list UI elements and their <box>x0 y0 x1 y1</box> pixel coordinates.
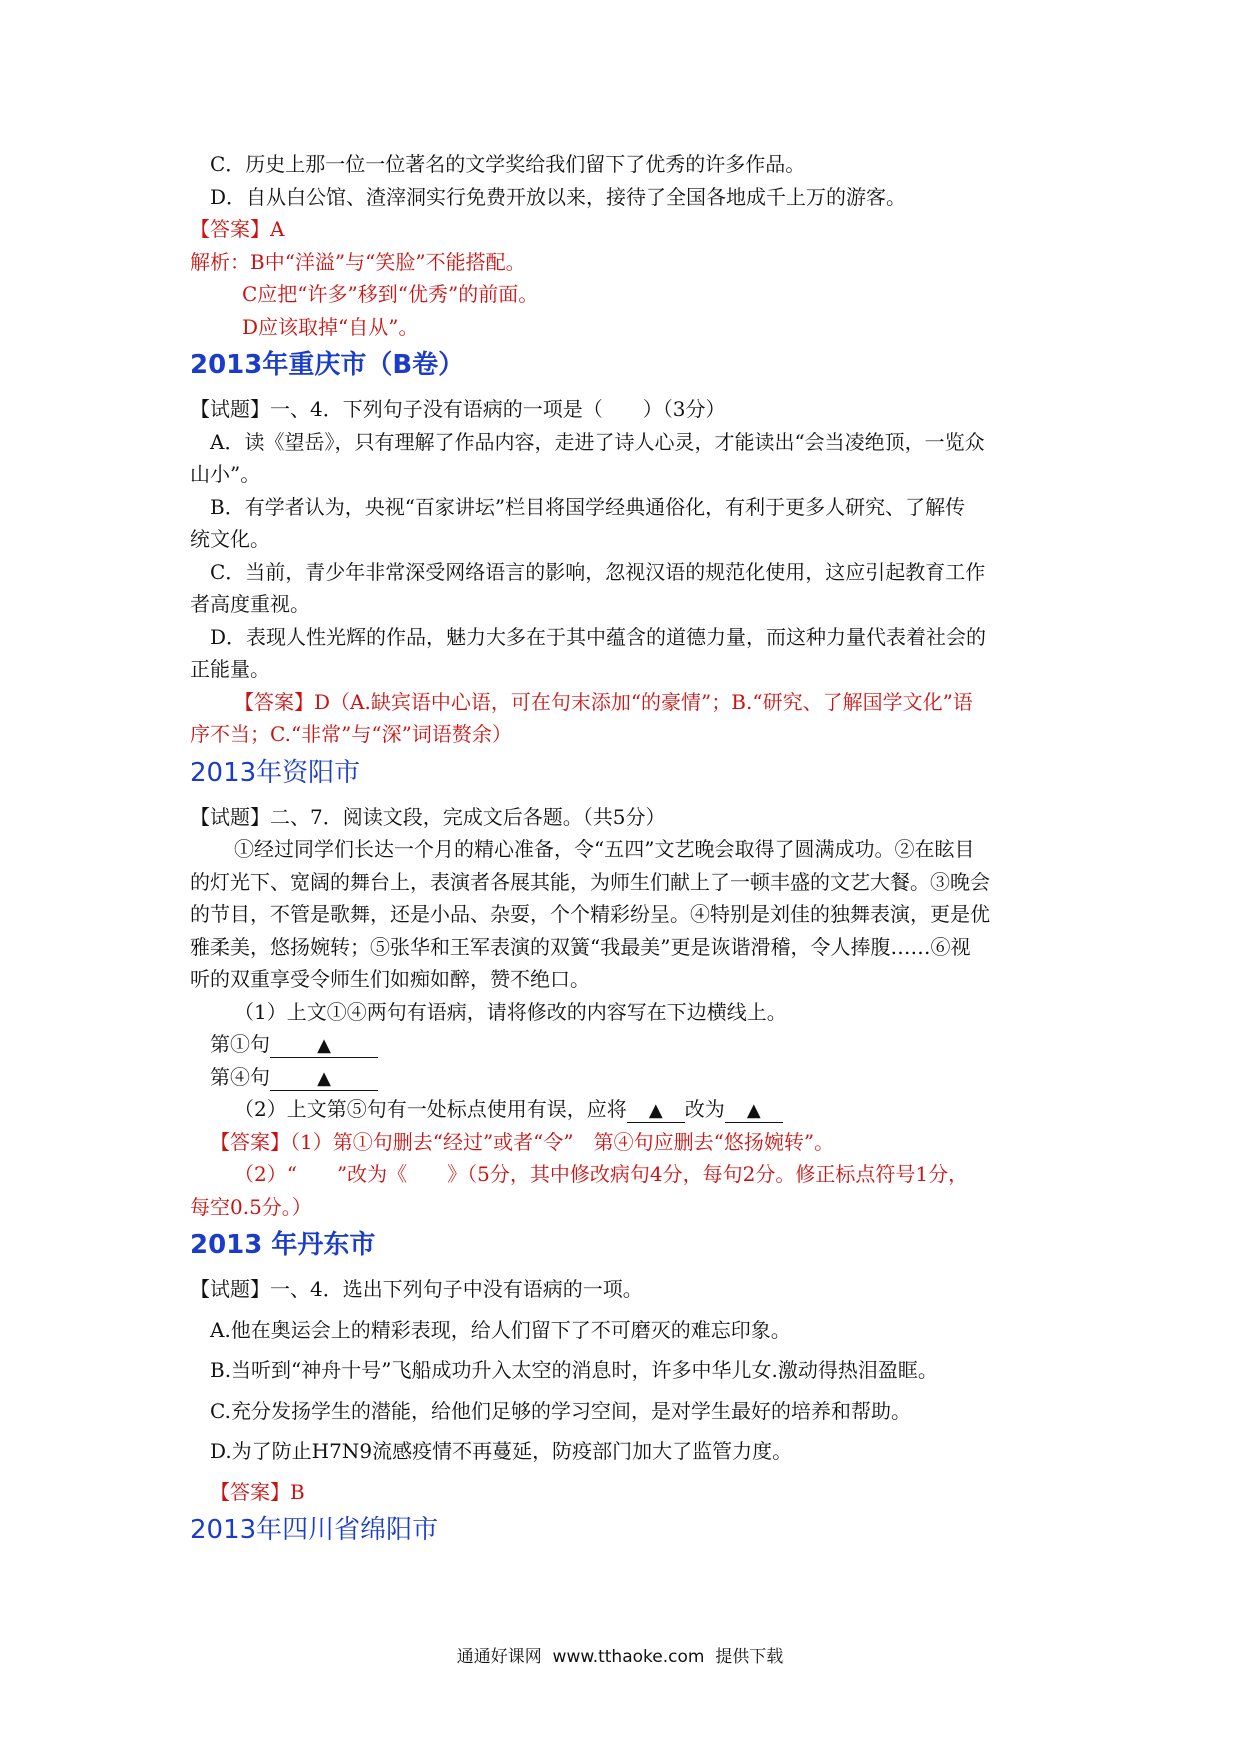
option-c: C．历史上那一位一位著名的文学奖给我们留下了优秀的许多作品。 <box>210 152 806 176</box>
section-heading-dandong: 2013 年丹东市 <box>190 1230 376 1260</box>
triangle-icon: ▲ <box>648 1100 663 1121</box>
option-a: A.他在奥运会上的精彩表现，给人们留下了不可磨灭的难忘印象。 <box>210 1317 791 1342</box>
answer-line-label: 第①句 <box>210 1032 270 1056</box>
analysis-line: D应该取掉“自从”。 <box>242 314 419 339</box>
answer-cont: 每空0.5分。） <box>190 1194 312 1219</box>
passage-line: 的灯光下、宽阔的舞台上，表演者各展其能，为师生们献上了一顿丰盛的文艺大餐。③晚会 <box>190 869 990 894</box>
sub-question-2-text: （2）上文第⑤句有一处标点使用有误，应将 <box>234 1097 627 1121</box>
triangle-icon: ▲ <box>317 1067 331 1089</box>
section-heading-chongqing: 2013年重庆市（B卷） <box>190 350 465 380</box>
option-b: B．有学者认为，央视“百家讲坛”栏目将国学经典通俗化，有利于更多人研究、了解传 <box>210 494 966 519</box>
option-c: C．当前，青少年非常深受网络语言的影响，忽视汉语的规范化使用，这应引起教育工作 <box>210 559 986 584</box>
section-heading-ziyang: 2013年资阳市 <box>190 757 361 788</box>
option-d: D．表现人性光辉的作品，魅力大多在于其中蕴含的道德力量，而这种力量代表着社会的 <box>210 624 987 649</box>
question-stem: 【试题】一、4．下列句子没有语病的一项是（ ）（3分） <box>190 397 726 421</box>
page-footer: 通通好课网 www.tthaoke.com 提供下载 <box>456 1647 784 1667</box>
question-stem: 【试题】二、7．阅读文段，完成文后各题。（共5分） <box>190 804 666 829</box>
sub-question-1: （1）上文①④两句有语病，请将修改的内容写在下边横线上。 <box>234 999 787 1024</box>
triangle-icon: ▲ <box>317 1035 331 1056</box>
passage-line: 的节目，不管是歌舞，还是小品、杂耍，个个精彩纷呈。④特别是刘佳的独舞表演，更是优 <box>190 902 990 926</box>
passage-line: ①经过同学们长达一个月的精心准备，令“五四”文艺晚会取得了圆满成功。②在眩目 <box>234 837 975 861</box>
passage-line: 雅柔美，悠扬婉转；⑤张华和王军表演的双簧“我最美”更是诙谐滑稽，令人捧腹……⑥视 <box>190 934 971 959</box>
answer-blank[interactable] <box>725 1098 783 1123</box>
sub-question-2-text: 改为 <box>684 1097 725 1121</box>
option-d: D．自从白公馆、渣滓洞实行免费开放以来，接待了全国各地成千上万的游客。 <box>210 184 907 209</box>
triangle-icon: ▲ <box>746 1100 761 1121</box>
option-d: D.为了防止H7N9流感疫情不再蔓延，防疫部门加大了监管力度。 <box>210 1439 793 1463</box>
question-stem: 【试题】一、4．选出下列句子中没有语病的一项。 <box>190 1277 643 1301</box>
analysis-line: 解析：B中“洋溢”与“笑脸”不能搭配。 <box>190 249 526 274</box>
answer: 【答案】D（A.缺宾语中心语，可在句末添加“的豪情”；B.“研究、了解国学文化”语 <box>234 689 973 714</box>
option-c-cont: 者高度重视。 <box>190 592 310 616</box>
option-b: B.当听到“神舟十号”飞船成功升入太空的消息时，许多中华儿女.激动得热泪盈眶。 <box>210 1358 938 1382</box>
answer: 【答案】B <box>210 1479 305 1504</box>
option-b-cont: 统文化。 <box>190 527 270 551</box>
answer: 【答案】（1）第①句删去“经过”或者“令” 第④句应删去“悠扬婉转”。 <box>210 1129 835 1154</box>
answer-cont: （2）“ ”改为《 》（5分，其中修改病句4分，每句2分。修正标点符号1分， <box>234 1162 969 1186</box>
option-a: A．读《望岳》，只有理解了作品内容，走进了诗人心灵，才能读出“会当凌绝顶，一览众 <box>210 429 985 454</box>
answer: 【答案】A <box>190 217 285 241</box>
option-c: C.充分发扬学生的潜能，给他们足够的学习空间，是对学生最好的培养和帮助。 <box>210 1398 911 1423</box>
answer-line-4 <box>190 1061 1060 1094</box>
answer-blank[interactable] <box>270 1033 378 1058</box>
section-heading-mianyang: 2013年四川省绵阳市 <box>190 1515 439 1545</box>
answer-line-label: 第④句 <box>210 1064 270 1089</box>
analysis-line: C应把“许多”移到“优秀”的前面。 <box>242 282 539 306</box>
sub-question-2 <box>190 1093 1060 1126</box>
answer-blank[interactable] <box>627 1098 685 1123</box>
document-page <box>190 148 1060 1558</box>
answer-line-1 <box>190 1028 1060 1061</box>
option-a-cont: 山小”。 <box>190 462 261 486</box>
passage-line: 听的双重享受令师生们如痴如醉，赞不绝口。 <box>190 967 590 991</box>
option-d-cont: 正能量。 <box>190 657 270 681</box>
answer-cont: 序不当；C.“非常”与“深”词语赘余） <box>190 722 512 746</box>
answer-blank[interactable] <box>270 1066 378 1091</box>
